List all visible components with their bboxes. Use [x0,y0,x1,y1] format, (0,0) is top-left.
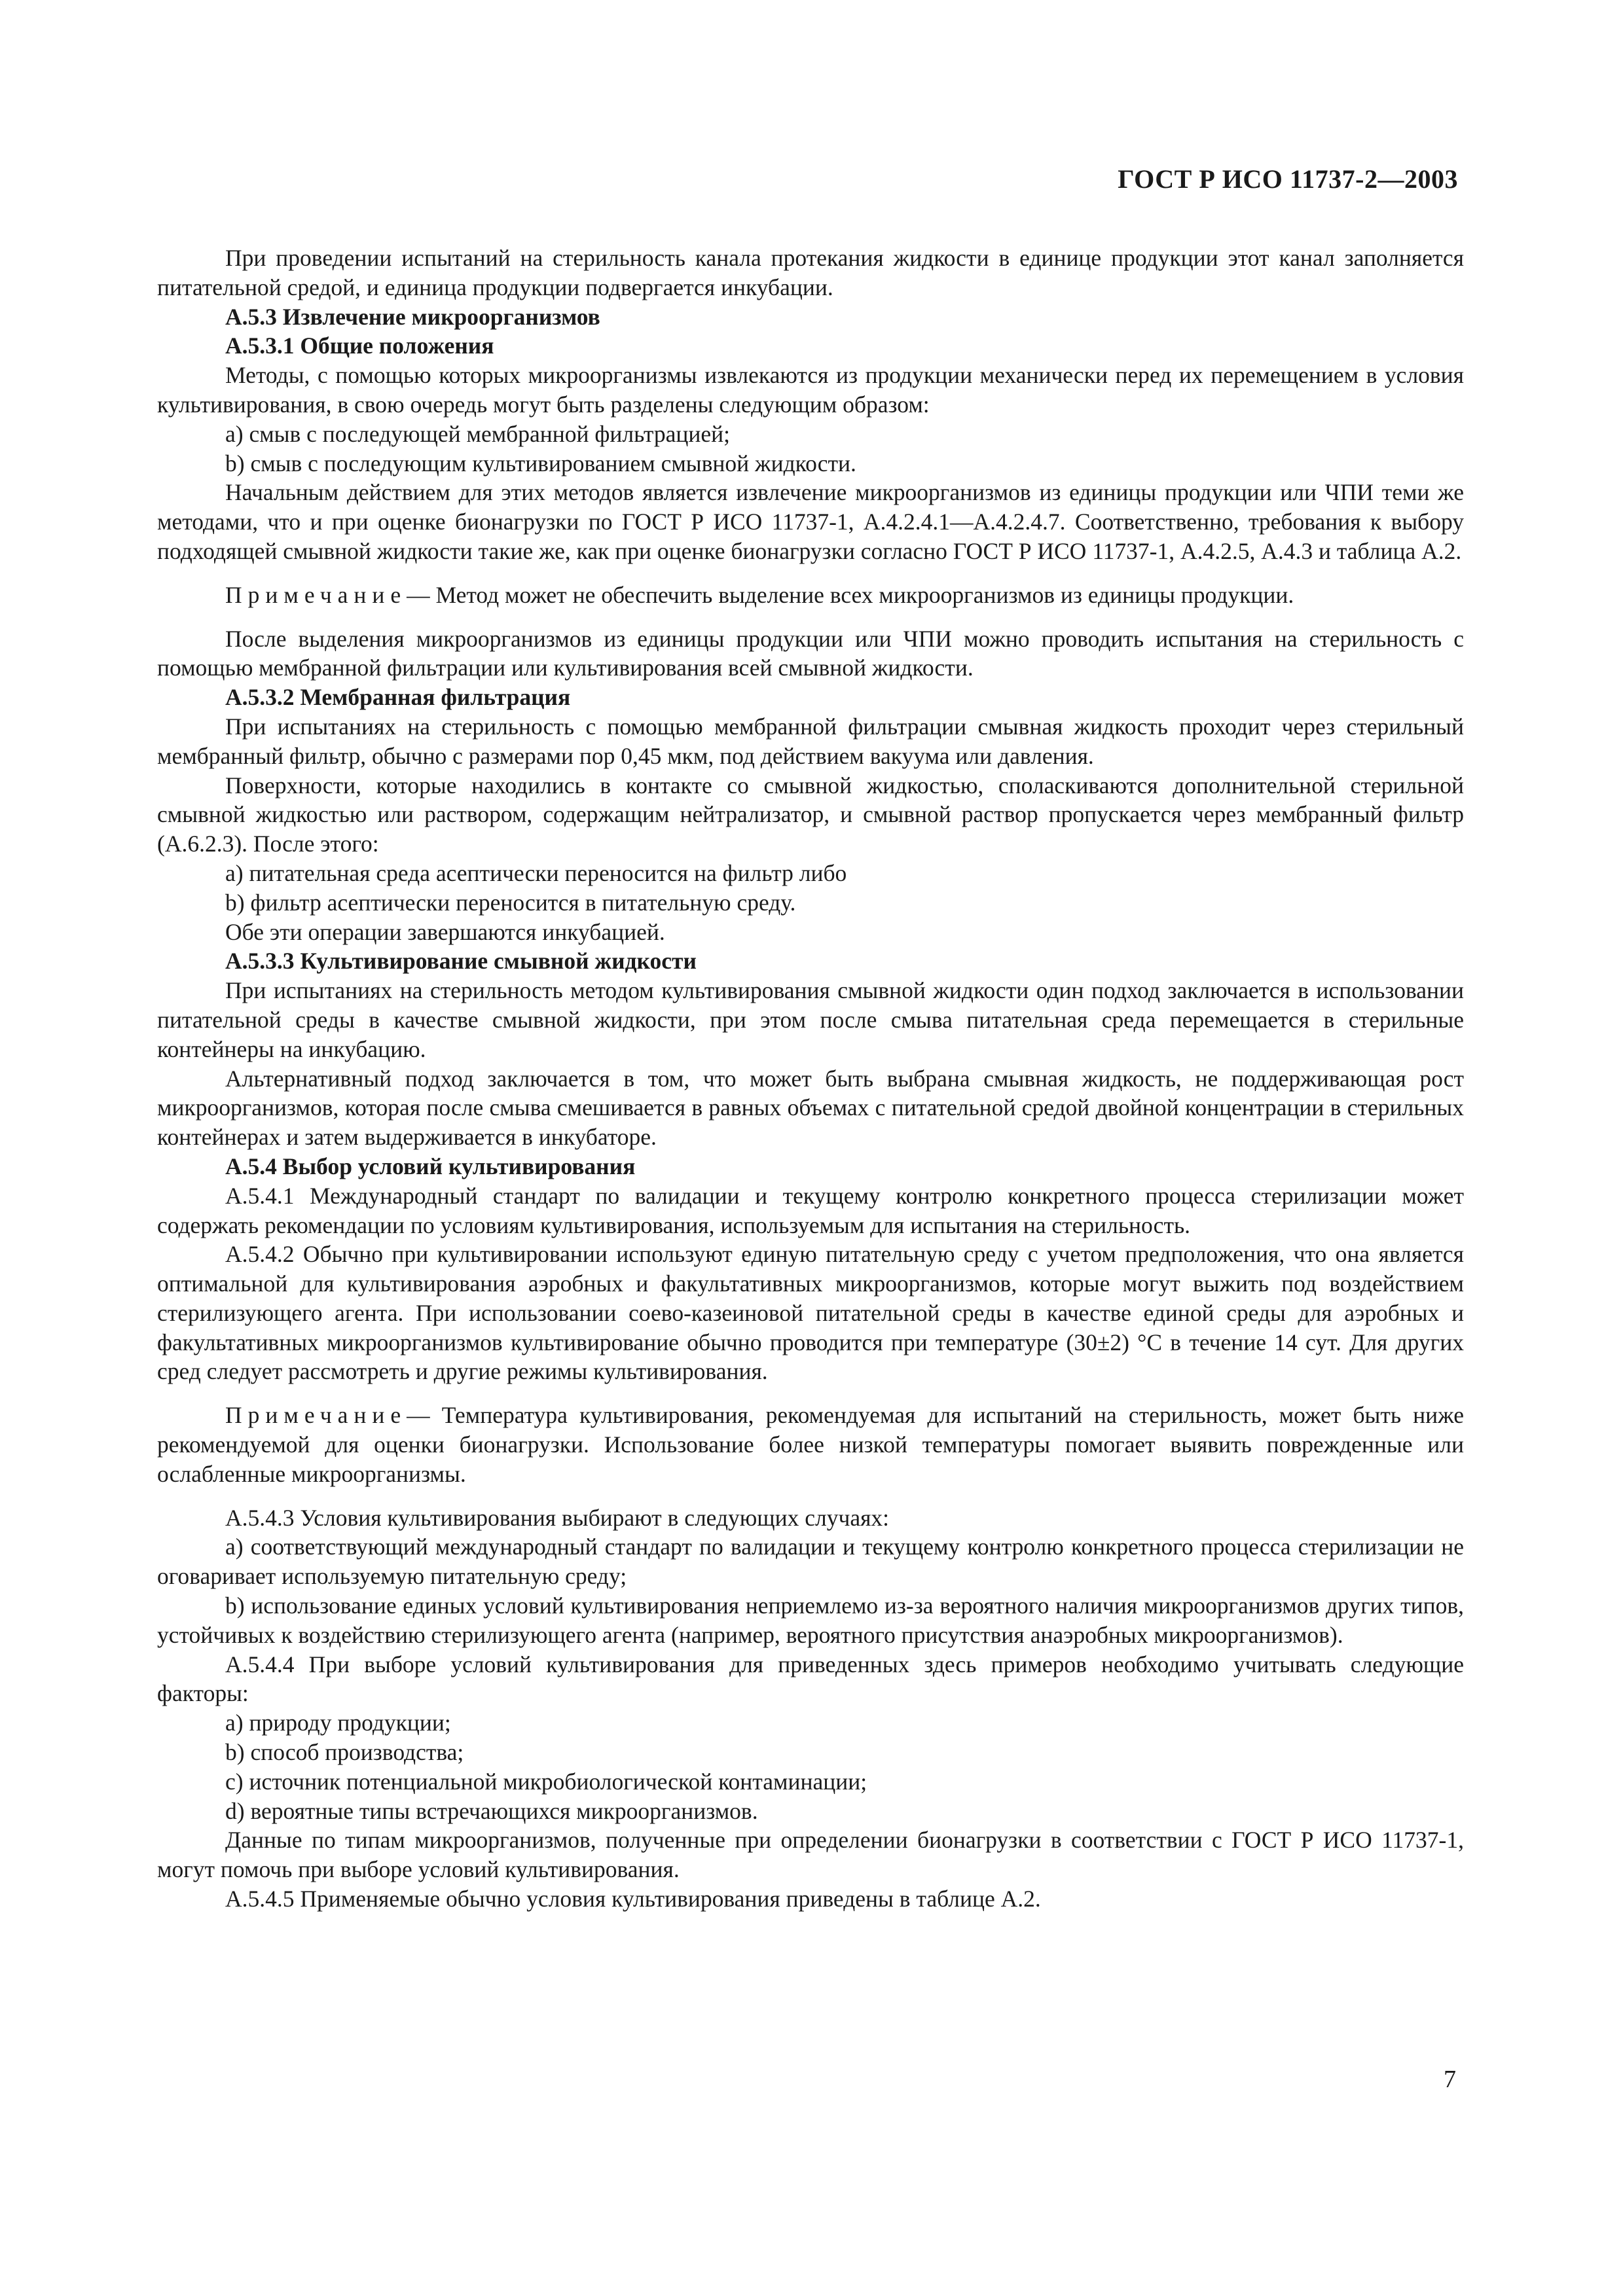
paragraph: Поверхности, которые находились в контакте со смывной жидкостью, споласкиваются дополнительной стерильной смывной жидкостью или раствором, содержащим нейтрализатор, и смывной раствор пропускается через мембранный фильтр (А.6.2.3). После этого: [157,772,1464,857]
section-heading-a-5-4: А.5.4 Выбор условий культивирования [225,1153,636,1179]
list-item: а) смыв с последующей мембранной фильтрацией; [225,420,730,447]
paragraph: Обе эти операции завершаются инкубацией. [225,918,665,945]
list-item: b) использование единых условий культивирования неприемлемо из-за вероятного наличия микроорганизмов других типов, устойчивых к воздействию стерилизующего агента (например, вероятного присутствия анаэробных микроорганизмов). [157,1592,1464,1648]
paragraph: А.5.4.4 При выборе условий культивирования для приведенных здесь примеров необходимо учитывать следующие факторы: [157,1651,1464,1707]
paragraph: После выделения микроорганизмов из единицы продукции или ЧПИ можно проводить испытания на стерильность с помощью мембранной фильтрации или культивирования всей смывной жидкости. [157,625,1464,681]
document-body [157,243,1464,1914]
paragraph: При испытаниях на стерильность с помощью мембранной фильтрации смывная жидкость проходит через стерильный мембранный фильтр, обычно с размерами пор 0,45 мкм, под действием вакуума или давления. [157,713,1464,769]
section-heading-a-5-3-1: А.5.3.1 Общие положения [225,332,494,359]
list-item: d) вероятные типы встречающихся микроорганизмов. [225,1797,758,1824]
list-item: b) способ производства; [225,1739,464,1766]
paragraph: При испытаниях на стерильность методом культивирования смывной жидкости один подход заключается в использовании питательной среды в качестве смывной жидкости, при этом после смыва питательная среда перемещается в стерильные контейнеры на инкубацию. [157,977,1464,1062]
note-text: — Температура культивирования, рекомендуемая для испытаний на стерильность, может быть ниже рекомендуемой для оценки бионагрузки. Использование более низкой температуры помогает выявить поврежденные или ослабленные микроорганизмы. [157,1402,1464,1487]
note-paragraph [157,581,1464,610]
paragraph: Альтернативный подход заключается в том, что может быть выбрана смывная жидкость, не поддерживающая рост микроорганизмов, которая после смыва смешивается в равных объемах с питательной средой двойной концентрации в стерильных контейнерах и затем выдерживается в инкубаторе. [157,1065,1464,1151]
note-paragraph [157,1401,1464,1488]
paragraph: Начальным действием для этих методов является извлечение микроорганизмов из единицы продукции или ЧПИ теми же методами, что и при оценке бионагрузки по ГОСТ Р ИСО 11737-1, А.4.2.4.1—А.4.2.4.7. Соответственно, требования к выбору подходящей смывной жидкости такие же, как при оценке бионагрузки согласно ГОСТ Р ИСО 11737-1, А.4.2.5, А.4.3 и таблица А.2. [157,479,1464,564]
paragraph: А.5.4.5 Применяемые обычно условия культивирования приведены в таблице А.2. [225,1886,1041,1912]
section-heading-a-5-3-2: А.5.3.2 Мембранная фильтрация [225,684,571,711]
list-item: а) соответствующий международный стандарт по валидации и текущему контролю конкретного процесса стерилизации не оговаривает используемую питательную среду; [157,1534,1464,1590]
list-item: а) питательная среда асептически переносится на фильтр либо [225,859,847,886]
list-item: с) источник потенциальной микробиологической контаминации; [225,1768,867,1795]
note-label: Примечание [225,581,407,608]
section-heading-a-5-3: А.5.3 Извлечение микроорганизмов [225,303,600,330]
paragraph: Методы, с помощью которых микроорганизмы извлекаются из продукции механически перед их перемещением в условия культивирования, в свою очередь могут быть разделены следующим образом: [157,362,1464,418]
paragraph: При проведении испытаний на стерильность канала протекания жидкости в единице продукции этот канал заполняется питательной средой, и единица продукции подвергается инкубации. [157,245,1464,300]
page-number: 7 [1444,2066,1456,2093]
list-item: а) природу продукции; [225,1710,451,1736]
paragraph: А.5.4.2 Обычно при культивировании используют единую питательную среду с учетом предположения, что она является оптимальной для культивирования аэробных и факультативных микроорганизмов, которые могут выжить под воздействием стерилизующего агента. При использовании соево-казеиновой питательной среды в качестве единой среды для аэробных и факультативных микроорганизмов культивирование обычно проводится при температуре (30±2) °С в течение 14 сут. Для других сред следует рассмотреть и другие режимы культивирования. [157,1241,1464,1385]
note-text: — Метод может не обеспечить выделение всех микроорганизмов из единицы продукции. [407,581,1294,608]
standard-header: ГОСТ Р ИСО 11737-2—2003 [1118,164,1458,194]
paragraph: А.5.4.1 Международный стандарт по валидации и текущему контролю конкретного процесса стерилизации может содержать рекомендации по условиям культивирования, используемым для испытания на стерильность. [157,1182,1464,1238]
list-item: b) фильтр асептически переносится в питательную среду. [225,889,796,916]
note-label: Примечание [225,1402,407,1429]
paragraph: А.5.4.3 Условия культивирования выбирают в следующих случаях: [225,1504,890,1531]
list-item: b) смыв с последующим культивированием смывной жидкости. [225,450,856,476]
paragraph: Данные по типам микроорганизмов, полученные при определении бионагрузки в соответствии с ГОСТ Р ИСО 11737-1, могут помочь при выборе условий культивирования. [157,1827,1464,1883]
section-heading-a-5-3-3: А.5.3.3 Культивирование смывной жидкости [225,948,697,975]
